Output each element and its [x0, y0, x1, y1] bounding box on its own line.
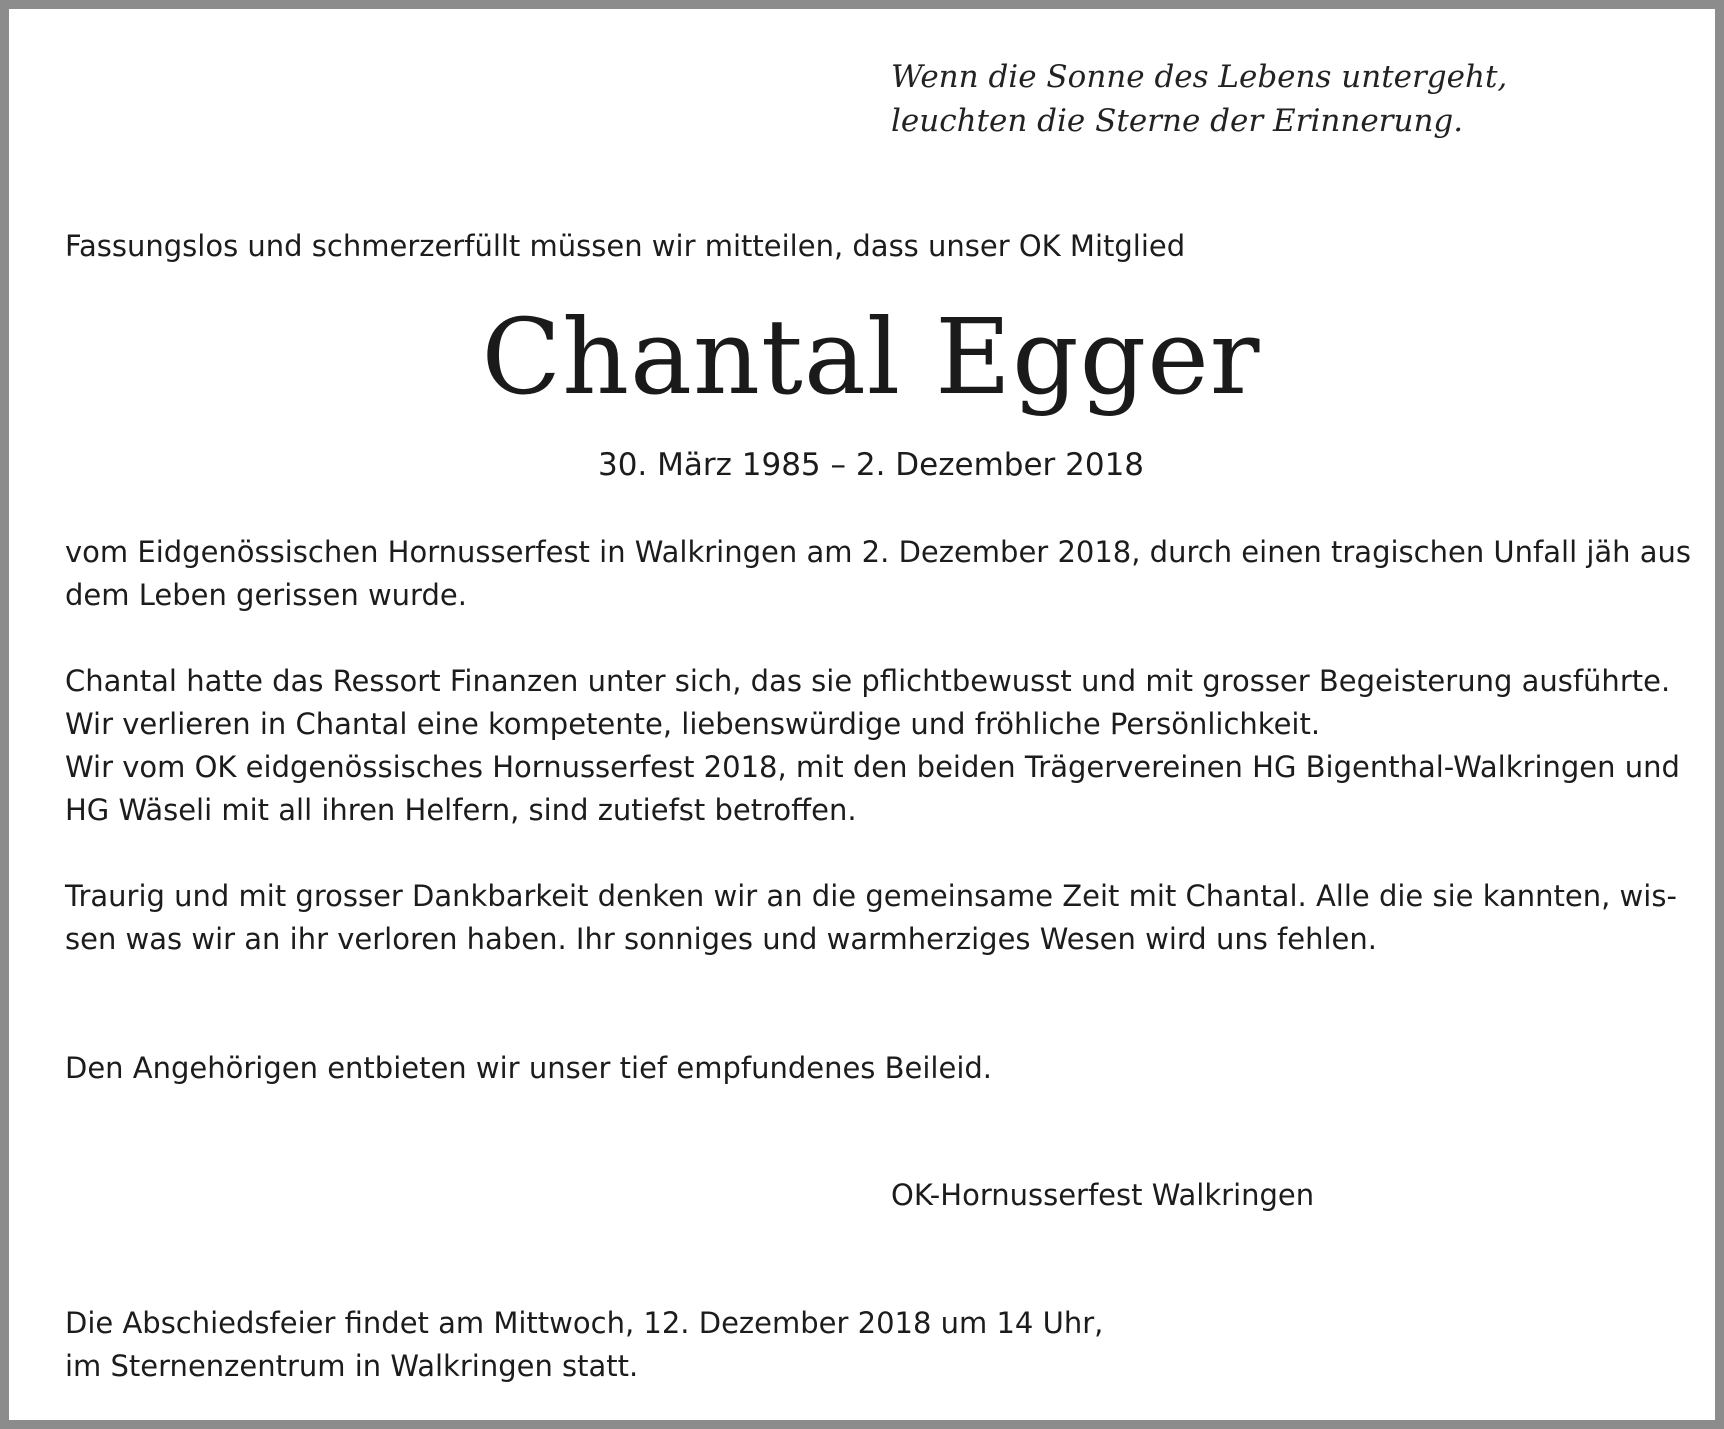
- condolence-text: [65, 1047, 1685, 1090]
- intro-text: [65, 225, 1685, 268]
- paragraph-line: dem Leben gerissen wurde.: [65, 578, 467, 612]
- paragraph-line: sen was wir an ihr verloren haben. Ihr sonniges und warmherziges Wesen wird uns fehlen.: [65, 922, 1377, 956]
- paragraph-line: Chantal hatte das Ressort Finanzen unter sich, das sie pflichtbewusst und mit grosser Begeisterung ausführte.: [65, 664, 1671, 698]
- signature: OK-Hornusserfest Walkringen: [891, 1178, 1315, 1212]
- paragraph-line: Wir vom OK eidgenössisches Hornusserfest 2018, mit den beiden Trägervereinen HG Bigenthal-Walkringen und: [65, 750, 1680, 784]
- paragraph-gratitude: [65, 875, 1685, 961]
- paragraph-tribute: [65, 660, 1685, 832]
- condolence-line: Den Angehörigen entbieten wir unser tief empfundenes Beileid.: [65, 1051, 993, 1085]
- deceased-name: Chantal Egger: [481, 296, 1261, 418]
- paragraph-announcement: [65, 531, 1692, 617]
- motto-line: leuchten die Sterne der Erinnerung.: [891, 103, 1464, 139]
- ceremony-line: im Sternenzentrum in Walkringen statt.: [65, 1349, 639, 1383]
- intro-line: Fassungslos und schmerzerfüllt müssen wir mitteilen, dass unser OK Mitglied: [65, 229, 1186, 263]
- paragraph-line: Traurig und mit grosser Dankbarkeit denken wir an die gemeinsame Zeit mit Chantal. Alle die sie kannten, wis-: [65, 879, 1677, 913]
- life-dates: 30. März 1985 – 2. Dezember 2018: [597, 447, 1145, 483]
- ceremony-line: Die Abschiedsfeier findet am Mittwoch, 12. Dezember 2018 um 14 Uhr,: [65, 1306, 1104, 1340]
- paragraph-line: HG Wäseli mit all ihren Helfern, sind zutiefst betroffen.: [65, 793, 857, 827]
- paragraph-line: Wir verlieren in Chantal eine kompetente, liebenswürdige und fröhliche Persönlichkeit.: [65, 707, 1321, 741]
- motto-line: Wenn die Sonne des Lebens untergeht,: [891, 59, 1508, 95]
- paragraph-line: vom Eidgenössischen Hornusserfest in Walkringen am 2. Dezember 2018, durch einen tragischen Unfall jäh aus: [65, 535, 1692, 569]
- motto-quote: [891, 55, 1507, 143]
- ceremony-info: [65, 1302, 1685, 1388]
